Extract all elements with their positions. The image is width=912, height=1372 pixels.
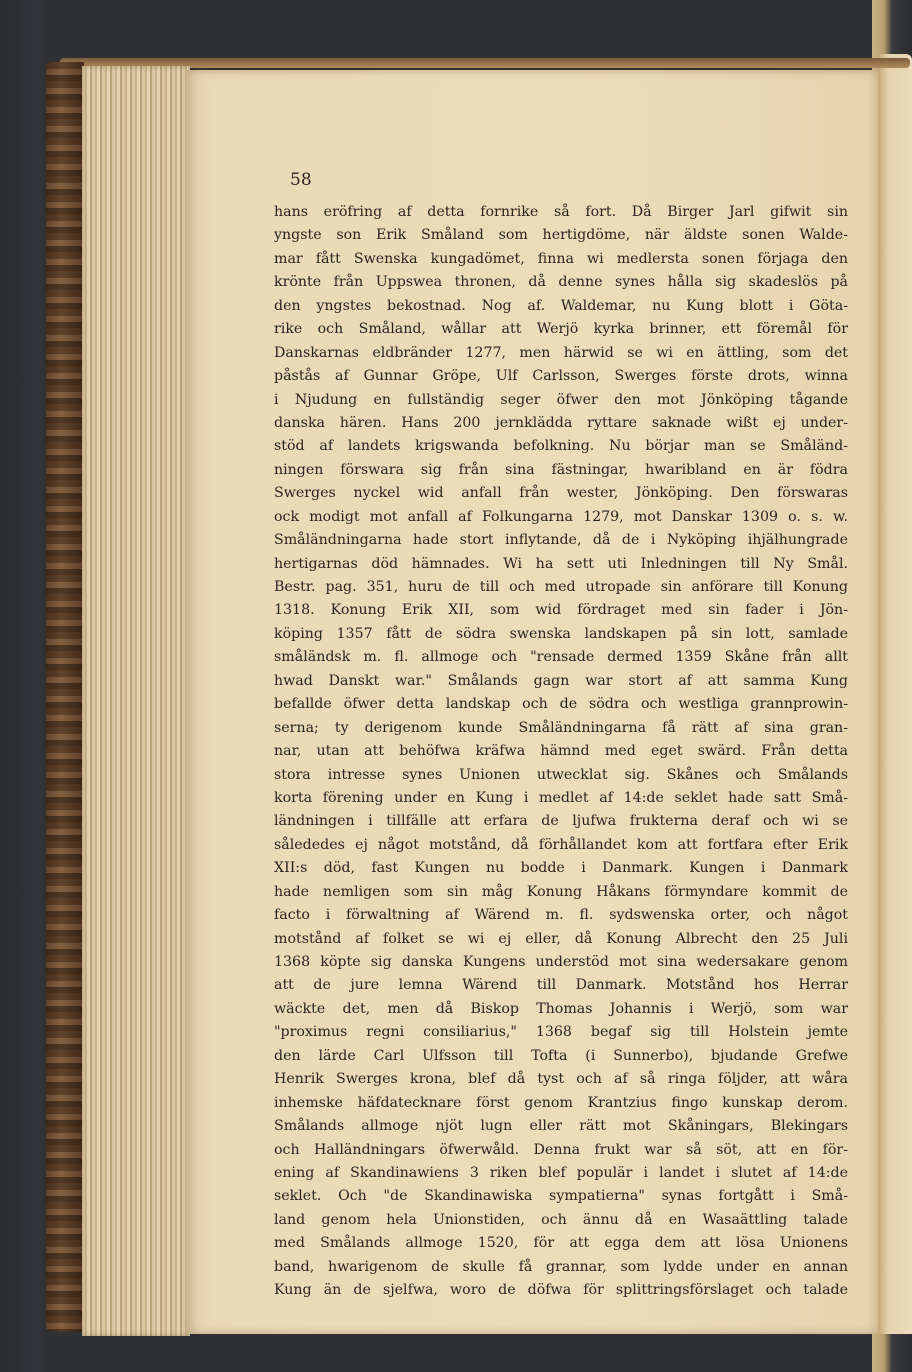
page-number: 58 [290,170,312,190]
text-line: med Smålands allmoge 1520, för att egga dem att lösa Unionens [274,1235,848,1252]
text-line: danska hären. Hans 200 jernklädda ryttare saknade wißt ej under- [274,414,848,431]
text-line: hertigarnas död hämnades. Wi ha sett uti Inledningen till Ny Smål. [274,555,848,572]
text-line: Bestr. pag. 351, huru de till och med utropade sin anförare till Konung [274,579,848,595]
text-line: rike och Småland, wållar att Werjö kyrka brinner, ett föremål för [274,321,848,338]
text-line: hade nemligen som sin måg Konung Håkans förmyndare kommit de [274,883,848,900]
book-binding [46,62,84,1332]
text-line: Kung än de sjelfwa, woro de döfwa för splittringsförslaget och talade [274,1282,848,1299]
text-line: 1318. Konung Erik XII, som wid fördraget med sin fader i Jön- [274,602,848,619]
text-line: Swerges nyckel wid anfall från wester, Jönköping. Den förswaras [274,485,848,502]
text-line: påstås af Gunnar Gröpe, Ulf Carlsson, Swerges förste drots, winna [274,368,848,385]
text-line: motstånd af folket se wi ej eller, då Konung Albrecht den 25 Juli [274,930,848,947]
text-line: den yngstes bekostnad. Nog af. Waldemar, nu Kung blott i Göta- [274,297,848,314]
text-line: seklet. Och "de Skandinawiska sympatierna" synas fortgått i Små- [274,1188,848,1205]
text-line: yngste son Erik Småland som hertigdöme, när äldste sonen Walde- [274,227,848,244]
text-line: den lärde Carl Ulfsson till Tofta (i Sunnerbo), bjudande Grefwe [274,1047,848,1064]
text-line: krönte från Uppswea thronen, då denne synes hålla sig skadeslös på [274,274,848,291]
text-line: serna; ty derigenom kunde Småländningarna få rätt af sina gran- [274,719,848,736]
right-page-edge [878,54,912,1334]
text-line: wäckte det, men då Biskop Thomas Johannis i Werjö, som war [274,1000,848,1017]
text-line: småländsk m. fl. allmoge och "rensade dermed 1359 Skåne från allt [274,649,848,666]
text-line: band, hwarigenom de skulle få grannar, som lydde under en annan [274,1258,848,1275]
text-line: Småländningarna hade stort inflytande, då de i Nyköping ihjälhungrade [274,532,848,549]
text-line: XII:s död, fast Kungen nu bodde i Danmark. Kungen i Danmark [274,860,848,877]
page-body-text [274,201,848,1303]
text-line: ningen förswara sig från sina fästningar, hwaribland en är födra [274,461,848,478]
text-line: korta förening under en Kung i medlet af 14:de seklet hade satt Små- [274,789,848,806]
text-line: hwad Danskt war." Smålands gagn war stort af att samma Kung [274,672,848,689]
text-line: Smålands allmoge njöt lugn eller rätt mot Skåningars, Blekingars [274,1118,848,1135]
text-line: ock modigt mot anfall af Folkungarna 1279, mot Danskar 1309 o. s. w. [274,508,848,525]
text-line: i Njudung en fullständig seger öfwer den mot Jönköping tågande [274,391,848,408]
text-line: befallde öfwer detta landskap och de södra och westliga grannprowin- [274,696,848,713]
text-line: 1368 köpte sig danska Kungens understöd mot sina wedersakare genom [274,954,848,970]
text-line: "proximus regni consiliarius," 1368 begaf sig till Holstein jemte [274,1024,848,1041]
text-line: att de jure lemna Wärend till Danmark. Motstånd hos Herrar [274,977,848,994]
text-line: Danskarnas eldbränder 1277, men härwid se wi en ättling, som det [274,344,848,361]
text-line: hans eröfring af detta fornrike så fort. Då Birger Jarl gifwit sin [274,204,848,220]
text-line: ening af Skandinawiens 3 riken blef populär i landet i slutet af 14:de [274,1164,848,1181]
text-line: nar, utan att behöfwa kräfwa hämnd med eget swärd. Från detta [274,743,848,760]
text-line: stora intresse synes Unionen utwecklat sig. Skånes och Smålands [274,766,848,783]
text-line: och Halländningars öfwerwåld. Denna frukt war så söt, att en för- [274,1141,848,1158]
text-line: stöd af landets krigswanda befolkning. Nu börjar man se Småländ- [274,438,848,455]
text-line: facto i förwaltning af Wärend m. fl. sydswenska orter, och något [274,907,848,924]
text-line: sålededes ej något motstånd, då förhållandet kom att fortfara efter Erik [274,836,848,853]
text-line: Henrik Swerges krona, blef då tyst och af så ringa följder, att wåra [274,1071,848,1088]
text-line: köping 1357 fått de södra swenska landskapen på sin lott, samlade [274,625,848,642]
text-line: land genom hela Unionstiden, och ännu då en Wasaättling talade [274,1211,848,1228]
text-line: ländningen i tillfälle att erfara de ljufwa frukterna deraf och wi se [274,813,848,830]
text-line: inhemske häfdatecknare först genom Krantzius fingo kunskap derom. [274,1094,848,1111]
page-stack-edges [82,66,190,1336]
text-line: mar fått Swenska kungadömet, finna wi medlersta sonen förjaga den [274,250,848,267]
